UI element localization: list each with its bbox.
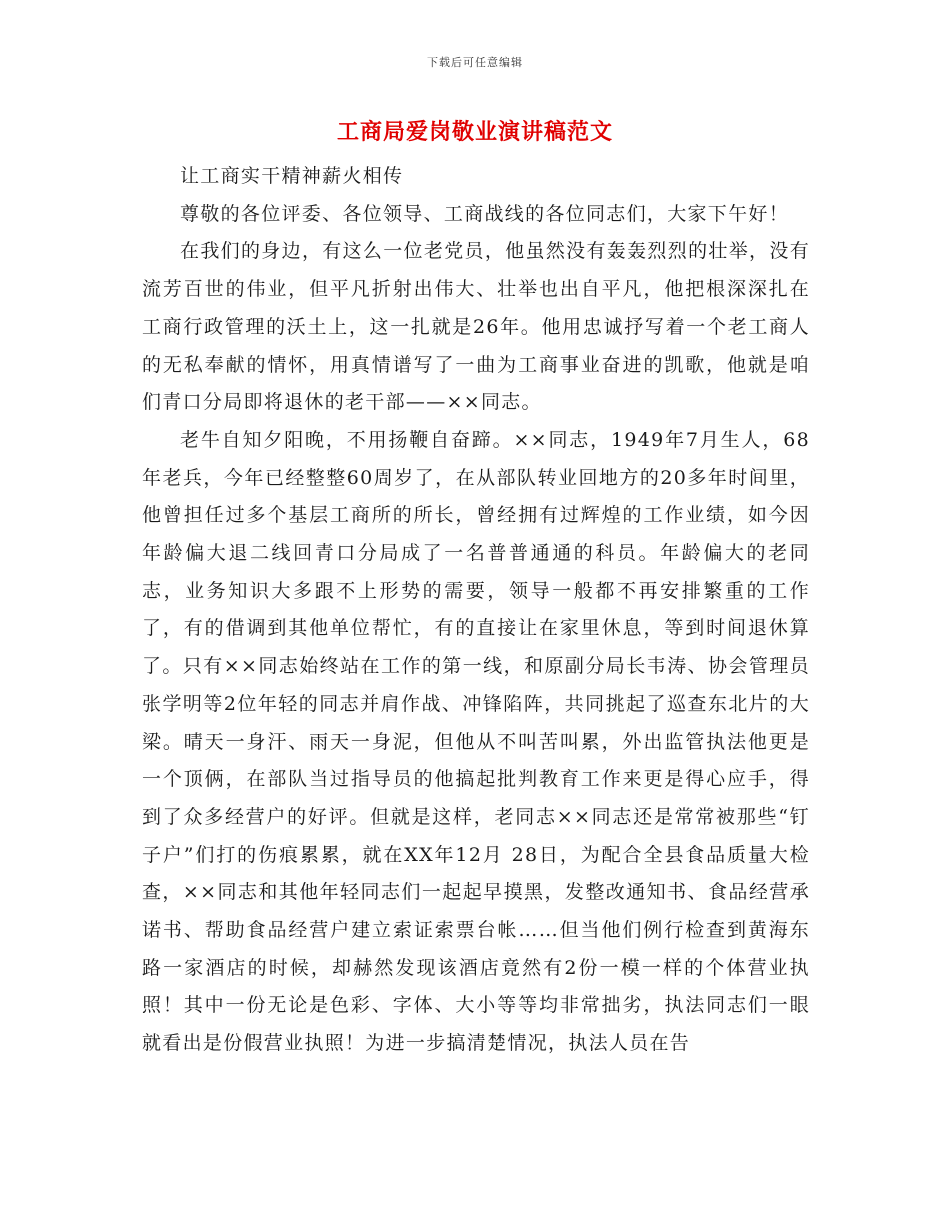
paragraph: 老牛自知夕阳晚，不用扬鞭自奋蹄。××同志，1949年7月生人，68年老兵，今年已经整整60周岁了，在从部队转业回地方的20多年时间里，他曾担任过多个基层工商所的所长，曾经拥有过辉煌的工作业绩，如今因年龄偏大退二线回青口分局成了一名普普通通的科员。年龄偏大的老同志，业务知识大多跟不上形势的需要，领导一般都不再安排繁重的工作了，有的借调到其他单位帮忙，有的直接让在家里休息，等到时间退休算了。只有××同志始终站在工作的第一线，和原副分局长韦涛、协会管理员张学明等2位年轻的同志并肩作战、冲锋陷阵，共同挑起了巡查东北片的大梁。晴天一身汗、雨天一身泥，但他从不叫苦叫累，外出监管执法他更是一个顶俩，在部队当过指导员的他搞起批判教育工作来更是得心应手，得到了众多经营户的好评。但就是这样，老同志××同志还是常常被那些“钉子户”们打的伤痕累累，就在XX年12月 28日，为配合全县食品质量大检查，××同志和其他年轻同志们一起起早摸黑，发整改通知书、食品经营承诺书、帮助食品经营户建立索证索票台帐……但当他们例行检查到黄海东路一家酒店的时候，却赫然发现该酒店竟然有2份一模一样的个体营业执照！其中一份无论是色彩、字体、大小等等均非常拙劣，执法同志们一眼就看出是份假营业执照！为进一步搞清楚情况，执法人员在告 <box>142 428 810 1055</box>
paragraph-subtitle: 让工商实干精神薪火相传 <box>180 165 404 187</box>
header-note: 下载后可任意编辑 <box>427 56 523 69</box>
document-title: 工商局爱岗敬业演讲稿范文 <box>336 120 613 145</box>
document-body <box>142 158 810 1063</box>
paragraph: 在我们的身边，有这么一位老党员，他虽然没有轰轰烈烈的壮举，没有流芳百世的伟业，但平凡折射出伟大、壮举也出自平凡，他把根深深扎在工商行政管理的沃土上，这一扎就是26年。他用忠诚抒写着一个老工商人的无私奉献的情怀，用真情谱写了一曲为工商事业奋进的凯歌，他就是咱们青口分局即将退休的老干部——××同志。 <box>142 240 810 414</box>
paragraph-greeting: 尊敬的各位评委、各位领导、工商战线的各位同志们，大家下午好！ <box>180 202 790 225</box>
